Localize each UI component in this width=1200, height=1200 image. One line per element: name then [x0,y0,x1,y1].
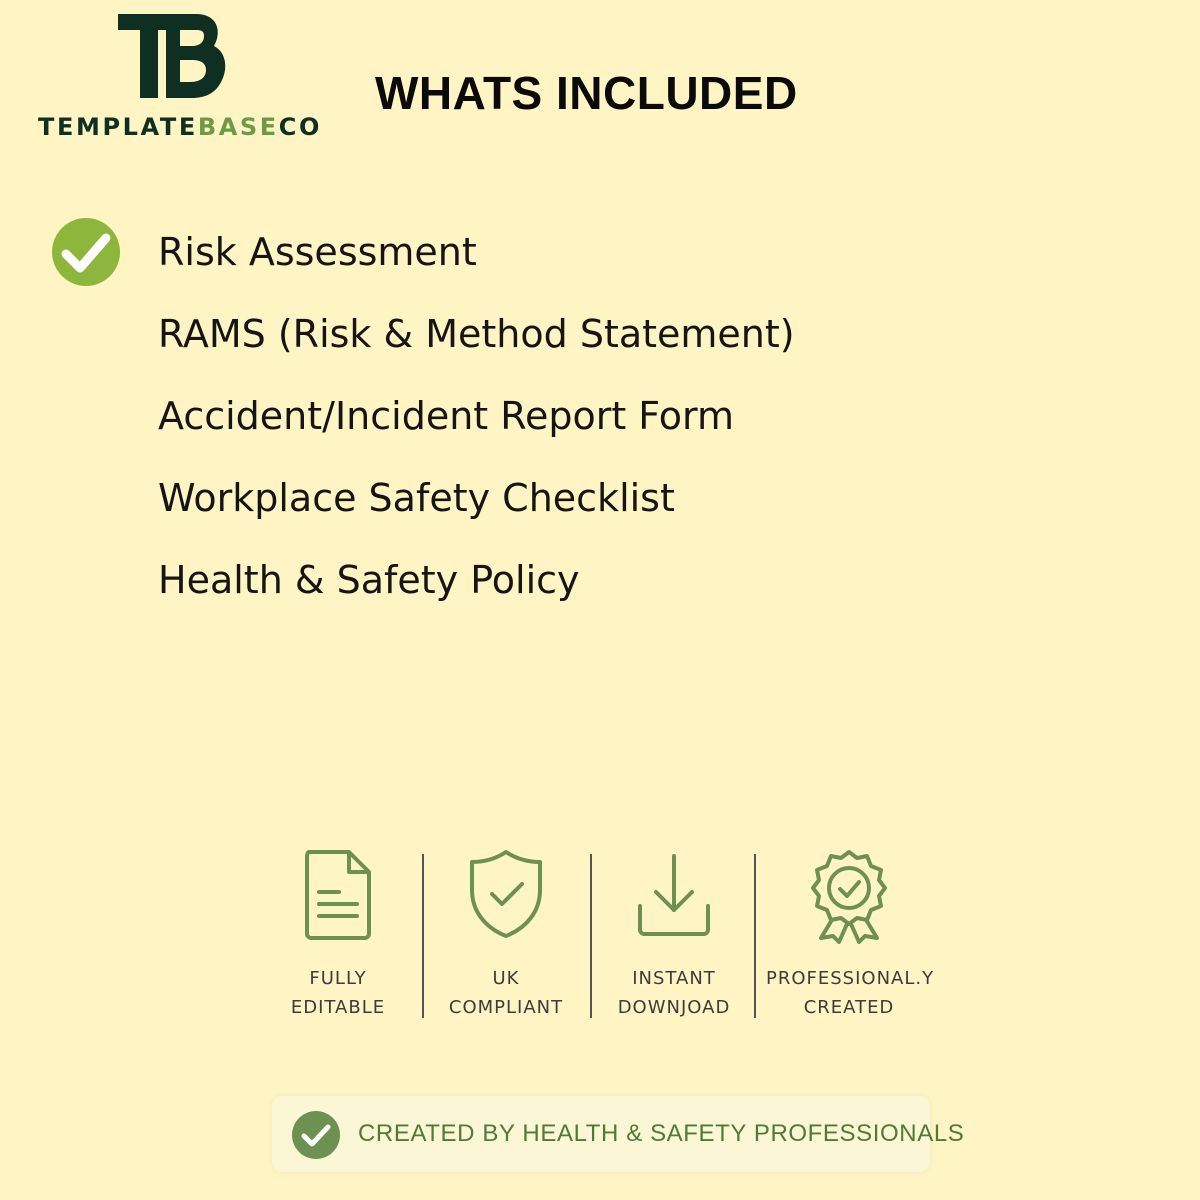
feature-label [436,964,576,1022]
feature-label-line2: CREATED [803,997,895,1018]
brand-name-part2: BASE [197,113,279,141]
credentials-banner [272,1096,965,1172]
check-circle-icon [52,218,120,286]
feature-label-line2: DOWNJOAD [617,997,731,1018]
feature-professionally-created [766,848,935,1022]
document-icon [303,848,373,940]
feature-label [268,964,408,1022]
list-item: Accident/Incident Report Form [158,394,735,438]
list-item: Workplace Safety Checklist [158,476,675,520]
brand-name [38,113,322,141]
included-items-list [158,228,795,638]
feature-label-line1: FULLY [309,968,367,989]
list-item: Health & Safety Policy [158,558,580,602]
download-icon [634,848,714,940]
feature-uk-compliant [436,848,576,1022]
brand-logo [36,12,326,142]
shield-check-icon [466,848,546,940]
list-item: RAMS (Risk & Method Statement) [158,312,795,356]
brand-name-part3: CO [278,113,322,141]
feature-instant-download [604,848,744,1022]
brand-name-part1: TEMPLATE [38,113,198,141]
feature-label [604,964,744,1022]
divider [754,854,756,1018]
feature-label-line1: INSTANT [632,968,716,989]
check-circle-icon [292,1111,340,1159]
list-item: Risk Assessment [158,230,477,274]
feature-label-line1: PROFESSIONAL.Y [766,968,935,989]
divider [590,854,592,1018]
feature-label-line1: UK [492,968,520,989]
page-title: WHATS INCLUDED [375,67,798,119]
features-row [268,848,948,1028]
tb-monogram-icon [118,12,228,102]
feature-label [766,964,935,1022]
feature-fully-editable [268,848,408,1022]
award-ribbon-icon [807,848,891,944]
feature-label-line2: EDITABLE [290,997,386,1018]
feature-label-line2: COMPLIANT [448,997,564,1018]
banner-text: CREATED BY HEALTH & SAFETY PROFESSIONALS [358,1120,965,1147]
divider [422,854,424,1018]
